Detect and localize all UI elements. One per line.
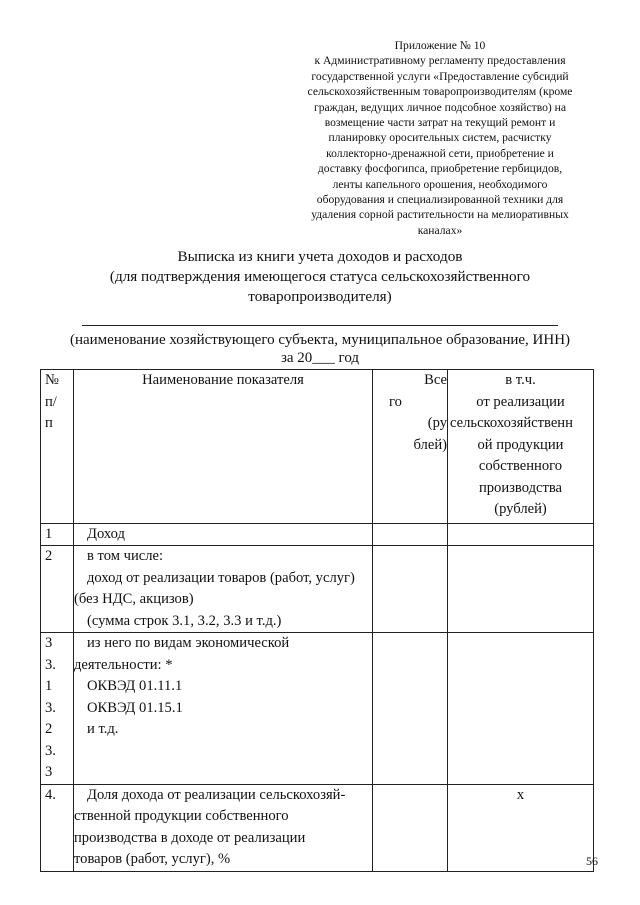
header-num-line: № (45, 372, 59, 388)
appendix-line: планировку оросительных систем, расчистку (328, 131, 552, 145)
header-num-cell (41, 370, 74, 524)
row-name-line: (сумма строк 3.1, 3.2, 3.3 и т.д.) (87, 612, 282, 629)
appendix-block (290, 38, 590, 238)
table-row (41, 633, 594, 785)
header-incl-line: ой продукции (477, 436, 564, 453)
row-name-line: ственной продукции собственного (74, 808, 289, 824)
header-all-line: Все (424, 372, 447, 388)
appendix-line: удаления сорной растительности на мелиоративных (311, 208, 569, 222)
row-name-line: ОКВЭД 01.11.1 (87, 678, 183, 694)
row-num-line: 4. (45, 786, 56, 803)
header-incl-line: производства (478, 479, 563, 496)
appendix-line: ленты капельного орошения, необходимого (332, 177, 548, 191)
row-name-line: Доля дохода от реализации сельскохозяй- (87, 786, 346, 803)
row-name-cell (74, 784, 373, 871)
appendix-line: доставку фосфогипса, приобретение гербицидов, (317, 162, 563, 176)
appendix-line: сельскохозяйственным товаропроизводителям (кроме (307, 85, 573, 99)
header-incl-line: (рублей) (494, 501, 547, 517)
table-header-row (41, 370, 594, 524)
entity-blank-line (82, 325, 558, 326)
row-incl-cell (448, 546, 594, 633)
title-line: товаропроизводителя) (248, 288, 392, 305)
header-incl-line: от реализации (476, 393, 565, 410)
row-name-line: и т.д. (87, 721, 119, 737)
header-num-line: п (45, 415, 53, 431)
table-row (41, 546, 594, 633)
row-name-line: в том числе: (87, 548, 164, 564)
row-all-cell (373, 784, 448, 871)
header-all-line: го (389, 393, 402, 410)
row-num-line: 3. (45, 742, 56, 759)
row-name-line: производства в доходе от реализации (74, 829, 306, 846)
title-line: Выписка из книги учета доходов и расходов (177, 248, 463, 265)
header-incl-cell (448, 370, 594, 524)
row-name-line: доход от реализации товаров (работ, услуг) (87, 569, 355, 586)
document-title (60, 247, 580, 307)
row-num-line: 1 (45, 678, 53, 694)
row-num-line: 3. (45, 656, 56, 673)
row-incl-cell: х (448, 784, 594, 871)
appendix-line: коллекторно-дренажной сети, приобретение и (326, 146, 554, 160)
header-incl-line: в т.ч. (505, 372, 536, 388)
row-name-line: (без НДС, акцизов) (74, 591, 194, 607)
row-all-cell (373, 546, 448, 633)
row-num-line: 3 (45, 635, 53, 651)
header-num-line: п/ (45, 393, 57, 410)
table-row (41, 784, 594, 871)
row-num-cell (41, 633, 74, 785)
row-num-cell (41, 784, 74, 871)
appendix-line: Приложение № 10 (394, 39, 486, 52)
header-incl-line: сельскохозяйственн (450, 415, 573, 431)
header-all-cell (373, 370, 448, 524)
appendix-line: каналах» (417, 223, 463, 237)
appendix-line: граждан, ведущих личное подсобное хозяйство) на (313, 100, 567, 114)
row-incl-cell (448, 633, 594, 785)
year-line: за 20___ год (280, 350, 360, 366)
row-num-line: 3 (45, 764, 53, 780)
row-name-cell (74, 546, 373, 633)
header-all-line: блей) (413, 436, 447, 453)
row-name-cell (74, 523, 373, 546)
row-num-cell (41, 546, 74, 633)
header-incl-line: собственного (478, 458, 563, 474)
row-num-line: 2 (45, 721, 53, 737)
row-name-line: Доход (87, 525, 125, 542)
header-all-line: (ру (427, 415, 447, 431)
page-number: 56 (586, 854, 598, 868)
entity-caption: (наименование хозяйствующего субъекта, муниципальное образование, ИНН) (69, 332, 571, 348)
row-num-line: 2 (45, 548, 53, 564)
row-all-cell (373, 523, 448, 546)
appendix-line: оборудования и специализированной техники для (316, 193, 564, 207)
row-name-line: товаров (работ, услуг), % (74, 851, 231, 867)
title-line: (для подтверждения имеющегося статуса сельскохозяйственного (109, 268, 531, 285)
row-incl-cell (448, 523, 594, 546)
appendix-line: государственной услуги «Предоставление субсидий (311, 69, 569, 83)
table-row (41, 523, 594, 546)
appendix-line: к Административному регламенту предоставления (314, 54, 566, 68)
row-name-line: деятельности: * (74, 656, 173, 673)
row-num-line: 1 (45, 525, 53, 542)
row-name-line: из него по видам экономической (87, 635, 290, 651)
appendix-line: возмещение части затрат на текущий ремонт и (324, 116, 556, 130)
row-num-line: 3. (45, 699, 56, 716)
income-table (40, 369, 594, 872)
row-name-cell (74, 633, 373, 785)
row-name-line: ОКВЭД 01.15.1 (87, 699, 183, 716)
row-num-cell (41, 523, 74, 546)
row-all-cell (373, 633, 448, 785)
header-name-cell: Наименование показателя (74, 370, 373, 524)
